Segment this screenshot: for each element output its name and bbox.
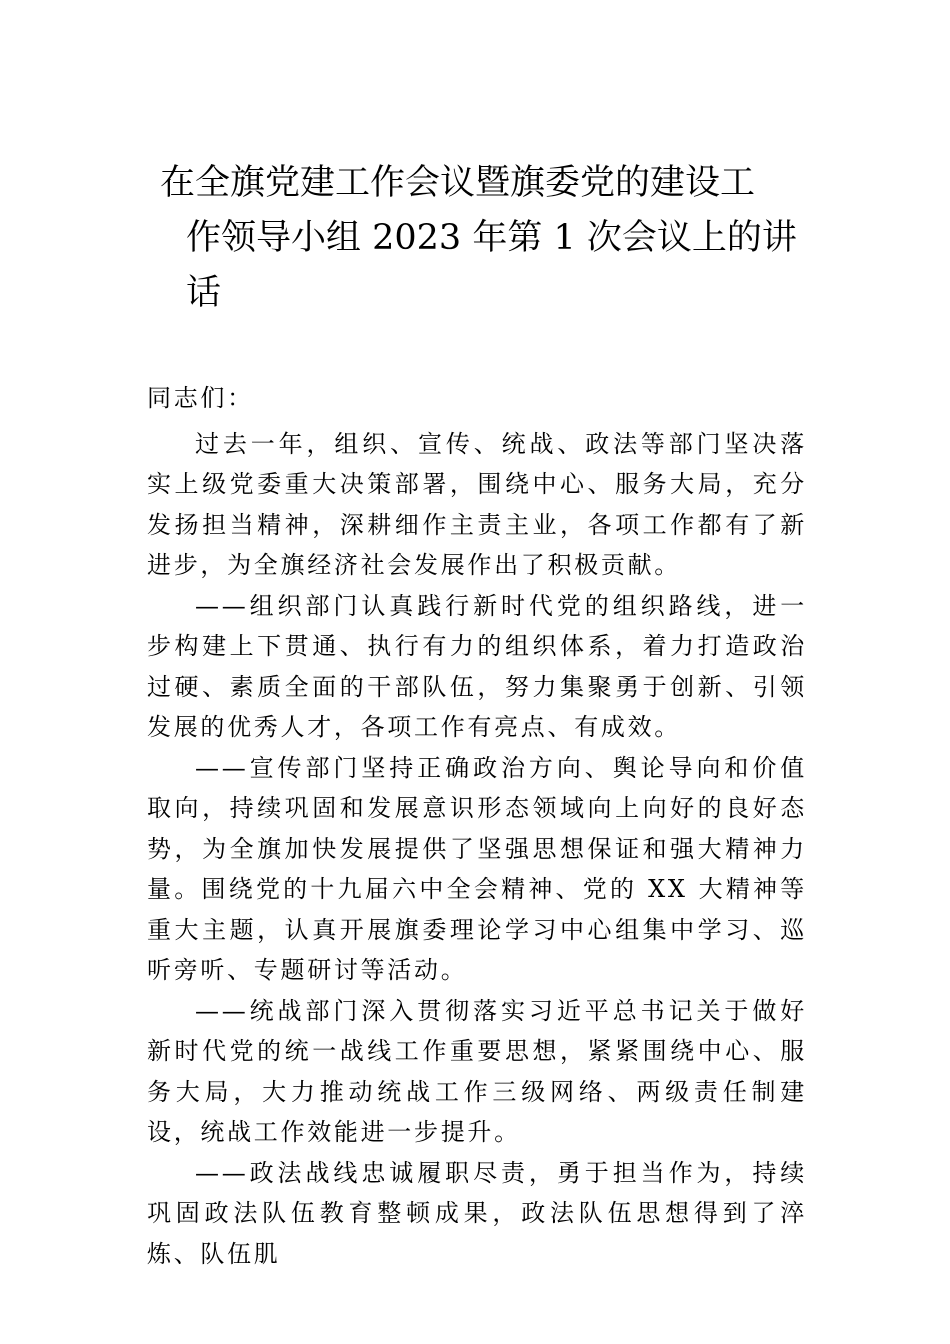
title-line-3: 话 bbox=[186, 273, 222, 313]
document-body bbox=[147, 378, 807, 1274]
document-title bbox=[160, 158, 800, 318]
title-line-1: 在全旗党建工作会议暨旗委党的建设工 bbox=[160, 163, 756, 203]
salutation: 同志们： bbox=[147, 384, 254, 412]
paragraph-publicity: ——宣传部门坚持正确政治方向、舆论导向和价值取向，持续巩固和发展意识形态领域向上向好的良好态势，为全旗加快发展提供了坚强思想保证和强大精神力量。围绕党的十九届六中全会精神、党的 XX 大精神等重大主题，认真开展旗委理论学习中心组集中学习、巡听旁听、专题研讨等活动。 bbox=[147, 753, 807, 984]
paragraph-united-front: ——统战部门深入贯彻落实习近平总书记关于做好新时代党的统一战线工作重要思想，紧紧围绕中心、服务大局，大力推动统战工作三级网络、两级责任制建设，统战工作效能进一步提升。 bbox=[147, 996, 807, 1146]
title-line-2: 作领导小组 2023 年第 1 次会议上的讲 bbox=[186, 218, 797, 258]
paragraph-intro: 过去一年，组织、宣传、统战、政法等部门坚决落实上级党委重大决策部署，围绕中心、服务大局，充分发扬担当精神，深耕细作主责主业，各项工作都有了新进步，为全旗经济社会发展作出了积极贡献。 bbox=[147, 429, 807, 579]
paragraph-organization: ——组织部门认真践行新时代党的组织路线，进一步构建上下贯通、执行有力的组织体系，着力打造政治过硬、素质全面的干部队伍，努力集聚勇于创新、引领发展的优秀人才，各项工作有亮点、有成效。 bbox=[147, 591, 807, 741]
paragraph-political-legal: ——政法战线忠诚履职尽责，勇于担当作为，持续巩固政法队伍教育整顿成果，政法队伍思想得到了淬炼、队伍肌 bbox=[147, 1158, 807, 1268]
